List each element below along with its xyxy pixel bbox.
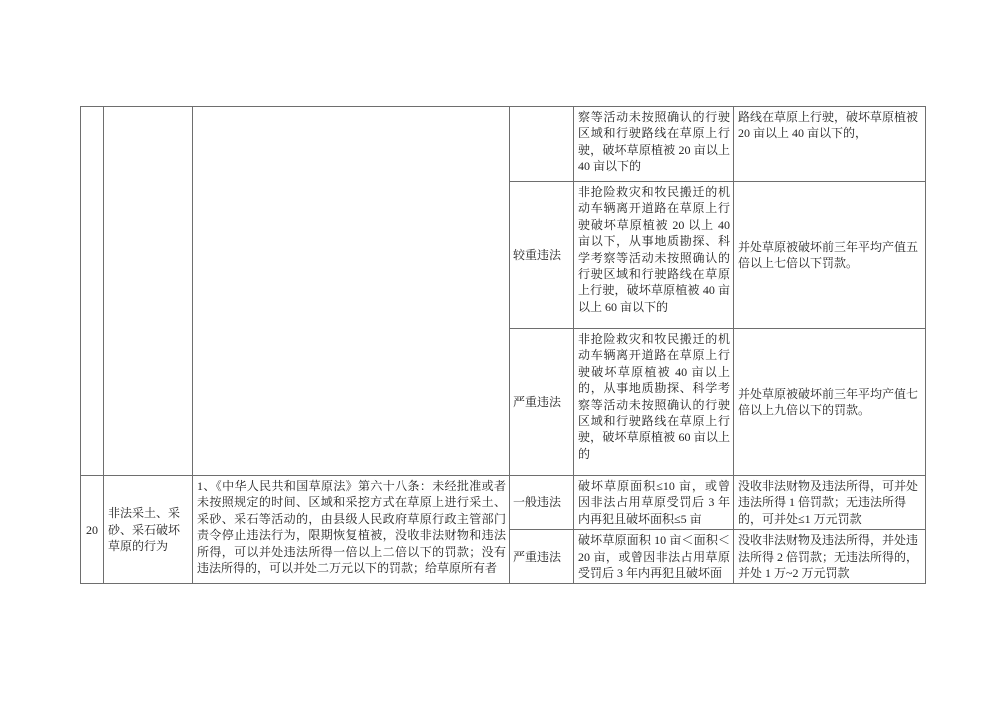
cell-violation-level: 较重违法 [510,182,574,329]
cell-penalty-standard: 没收非法财物及违法所得，并处违法所得 2 倍罚款；无违法所得的，并处 1 万~2 万元罚款 [734,530,926,584]
cell-violation-level: 严重违法 [510,329,574,476]
cell-violation-behavior-empty [104,107,193,476]
table-row [81,107,926,182]
cell-violation-circumstance: 非抢险救灾和牧民搬迁的机动车辆离开道路在草原上行驶破坏草原植被 40 亩以上的，从事地质勘探、科学考察等活动未按照确认的行驶区域和行驶路线在草原上行驶，破坏草原植被 60 亩以上的 [574,329,734,476]
cell-legal-basis: 1、《中华人民共和国草原法》第六十八条：未经批准或者未按照规定的时间、区域和采挖方式在草原上进行采土、采砂、采石等活动的，由县级人民政府草原行政主管部门责令停止违法行为，限期恢复植被，没收非法财物和违法所得，可以并处违法所得一倍以上二倍以下的罚款；没有违法所得的，可以并处二万元以下的罚款；给草原所有者 [193,476,510,584]
cell-penalty-standard: 没收非法财物及违法所得，可并处违法所得 1 倍罚款；无违法所得的，可并处≤1 万元罚款 [734,476,926,530]
cell-penalty-standard: 并处草原被破坏前三年平均产值五倍以上七倍以下罚款。 [734,182,926,329]
cell-violation-behavior: 非法采土、采砂、采石破坏草原的行为 [104,476,193,584]
cell-violation-circumstance: 非抢险救灾和牧民搬迁的机动车辆离开道路在草原上行驶破坏草原植被 20 以上 40 亩以下，从事地质勘探、科学考察等活动未按照确认的行驶区域和行驶路线在草原上行驶，破坏草原植被 40 亩以上 60 亩以下的 [574,182,734,329]
cell-penalty-standard: 并处草原被破坏前三年平均产值七倍以上九倍以下的罚款。 [734,329,926,476]
cell-violation-circumstance: 破坏草原面积 10 亩＜面积＜20 亩，或曾因非法占用草原受罚后 3 年内再犯且破坏面 [574,530,734,584]
cell-seq-number-empty [81,107,104,476]
cell-violation-circumstance: 察等活动未按照确认的行驶区域和行驶路线在草原上行驶，破坏草原植被 20 亩以上 40 亩以下的 [574,107,734,182]
cell-penalty-standard: 路线在草原上行驶，破坏草原植被 20 亩以上 40 亩以下的， [734,107,926,182]
cell-violation-level: 一般违法 [510,476,574,530]
cell-violation-level [510,107,574,182]
cell-violation-circumstance: 破坏草原面积≤10 亩，或曾因非法占用草原受罚后 3 年内再犯且破坏面积≤5 亩 [574,476,734,530]
cell-seq-number: 20 [81,476,104,584]
cell-legal-basis-empty [193,107,510,476]
penalty-table [80,106,926,584]
table-row [81,476,926,530]
cell-violation-level: 严重违法 [510,530,574,584]
